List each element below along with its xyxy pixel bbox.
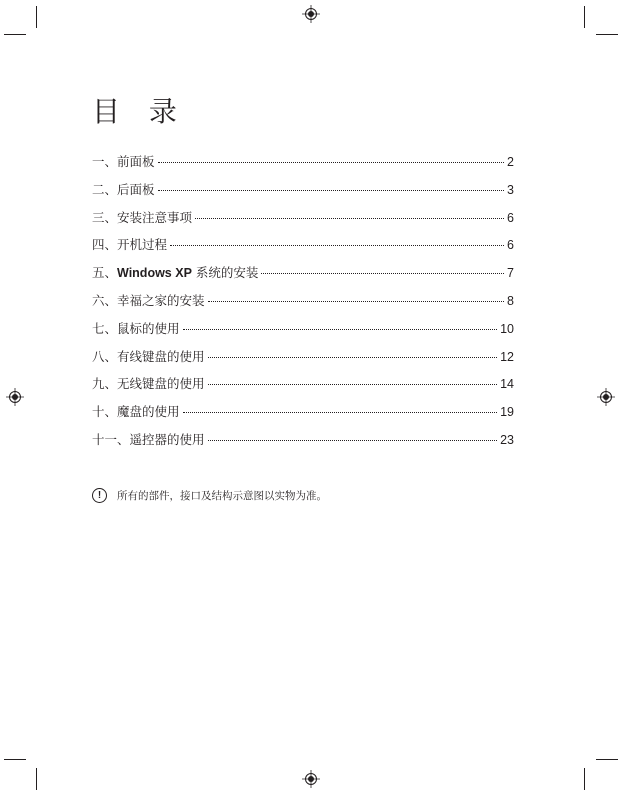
crop-mark-bottom-right — [584, 768, 585, 790]
toc-entry[interactable] — [92, 152, 514, 180]
toc-entry[interactable] — [92, 402, 514, 430]
toc-entry-label: 八、有线键盘的使用 — [92, 348, 205, 364]
toc-entry-title: 系统的安装 — [191, 265, 259, 281]
registration-mark-icon — [6, 388, 24, 406]
dot-leader — [183, 412, 498, 413]
note-text: 所有的部件，接口及结构示意图以实物为准。 — [117, 490, 327, 502]
toc-entry-title-latin: Windows XP — [117, 266, 192, 281]
crop-mark-top-right — [596, 34, 618, 35]
dot-leader — [158, 190, 505, 191]
dot-leader — [208, 440, 498, 441]
toc-entry-title: 后面板 — [117, 181, 155, 197]
dot-leader — [170, 245, 504, 246]
toc-entry-label: 一、前面板 — [92, 154, 155, 169]
toc-entry-label: 十一、遥控器的使用 — [92, 431, 205, 447]
toc-entry-number: 五、 — [92, 265, 118, 281]
toc-entry[interactable] — [92, 291, 514, 319]
crop-mark-bottom-left — [4, 759, 26, 760]
toc-entry-page: 23 — [500, 432, 514, 447]
toc-entry[interactable] — [92, 180, 514, 208]
toc-entry-page: 7 — [507, 266, 514, 281]
toc-entry[interactable] — [92, 263, 514, 291]
dot-leader — [208, 301, 505, 302]
toc-entry-page: 3 — [507, 182, 514, 197]
toc-entry-page: 14 — [500, 377, 514, 392]
toc-entry[interactable] — [92, 208, 514, 236]
dot-leader — [261, 273, 504, 274]
registration-mark-icon — [302, 770, 320, 788]
page-title: 目 录 — [92, 95, 187, 128]
toc-entry-page: 2 — [507, 155, 514, 169]
toc-entry-label: 三、安装注意事项 — [92, 209, 193, 225]
toc-entry-page: 6 — [507, 210, 514, 225]
toc-entry-label: 七、鼠标的使用 — [92, 320, 180, 336]
dot-leader — [208, 357, 498, 358]
crop-mark-top-right — [584, 6, 585, 28]
toc-entry-label: 六、幸福之家的安装 — [92, 292, 205, 308]
toc-entry-number: 二、 — [92, 181, 118, 197]
exclamation-circle-icon: ! — [92, 488, 107, 503]
crop-mark-bottom-left — [36, 768, 37, 790]
note — [92, 488, 327, 503]
toc-entry-label: 十、魔盘的使用 — [92, 404, 180, 420]
toc-entry-label: 九、无线键盘的使用 — [92, 376, 205, 392]
toc-entry-page: 19 — [500, 405, 514, 420]
toc-entry[interactable] — [92, 430, 514, 458]
dot-leader — [208, 384, 498, 385]
toc-entry[interactable] — [92, 235, 514, 263]
toc-entry-label: 四、开机过程 — [92, 237, 168, 253]
toc-entry[interactable] — [92, 374, 514, 402]
crop-mark-top-left — [4, 34, 26, 35]
registration-mark-icon — [302, 5, 320, 23]
toc-entry-page: 10 — [500, 321, 514, 336]
crop-mark-top-left — [36, 6, 37, 28]
crop-mark-bottom-right — [596, 759, 618, 760]
toc-entry[interactable] — [92, 347, 514, 375]
toc-entry-label — [92, 180, 155, 198]
registration-mark-icon — [597, 388, 615, 406]
toc-entry-page: 6 — [507, 238, 514, 253]
dot-leader — [183, 329, 498, 330]
dot-leader — [158, 162, 505, 163]
table-of-contents — [92, 152, 514, 458]
dot-leader — [195, 218, 504, 219]
toc-entry-page: 8 — [507, 293, 514, 308]
toc-entry-page: 12 — [500, 349, 514, 364]
toc-entry[interactable] — [92, 319, 514, 347]
toc-entry-label — [92, 263, 258, 281]
